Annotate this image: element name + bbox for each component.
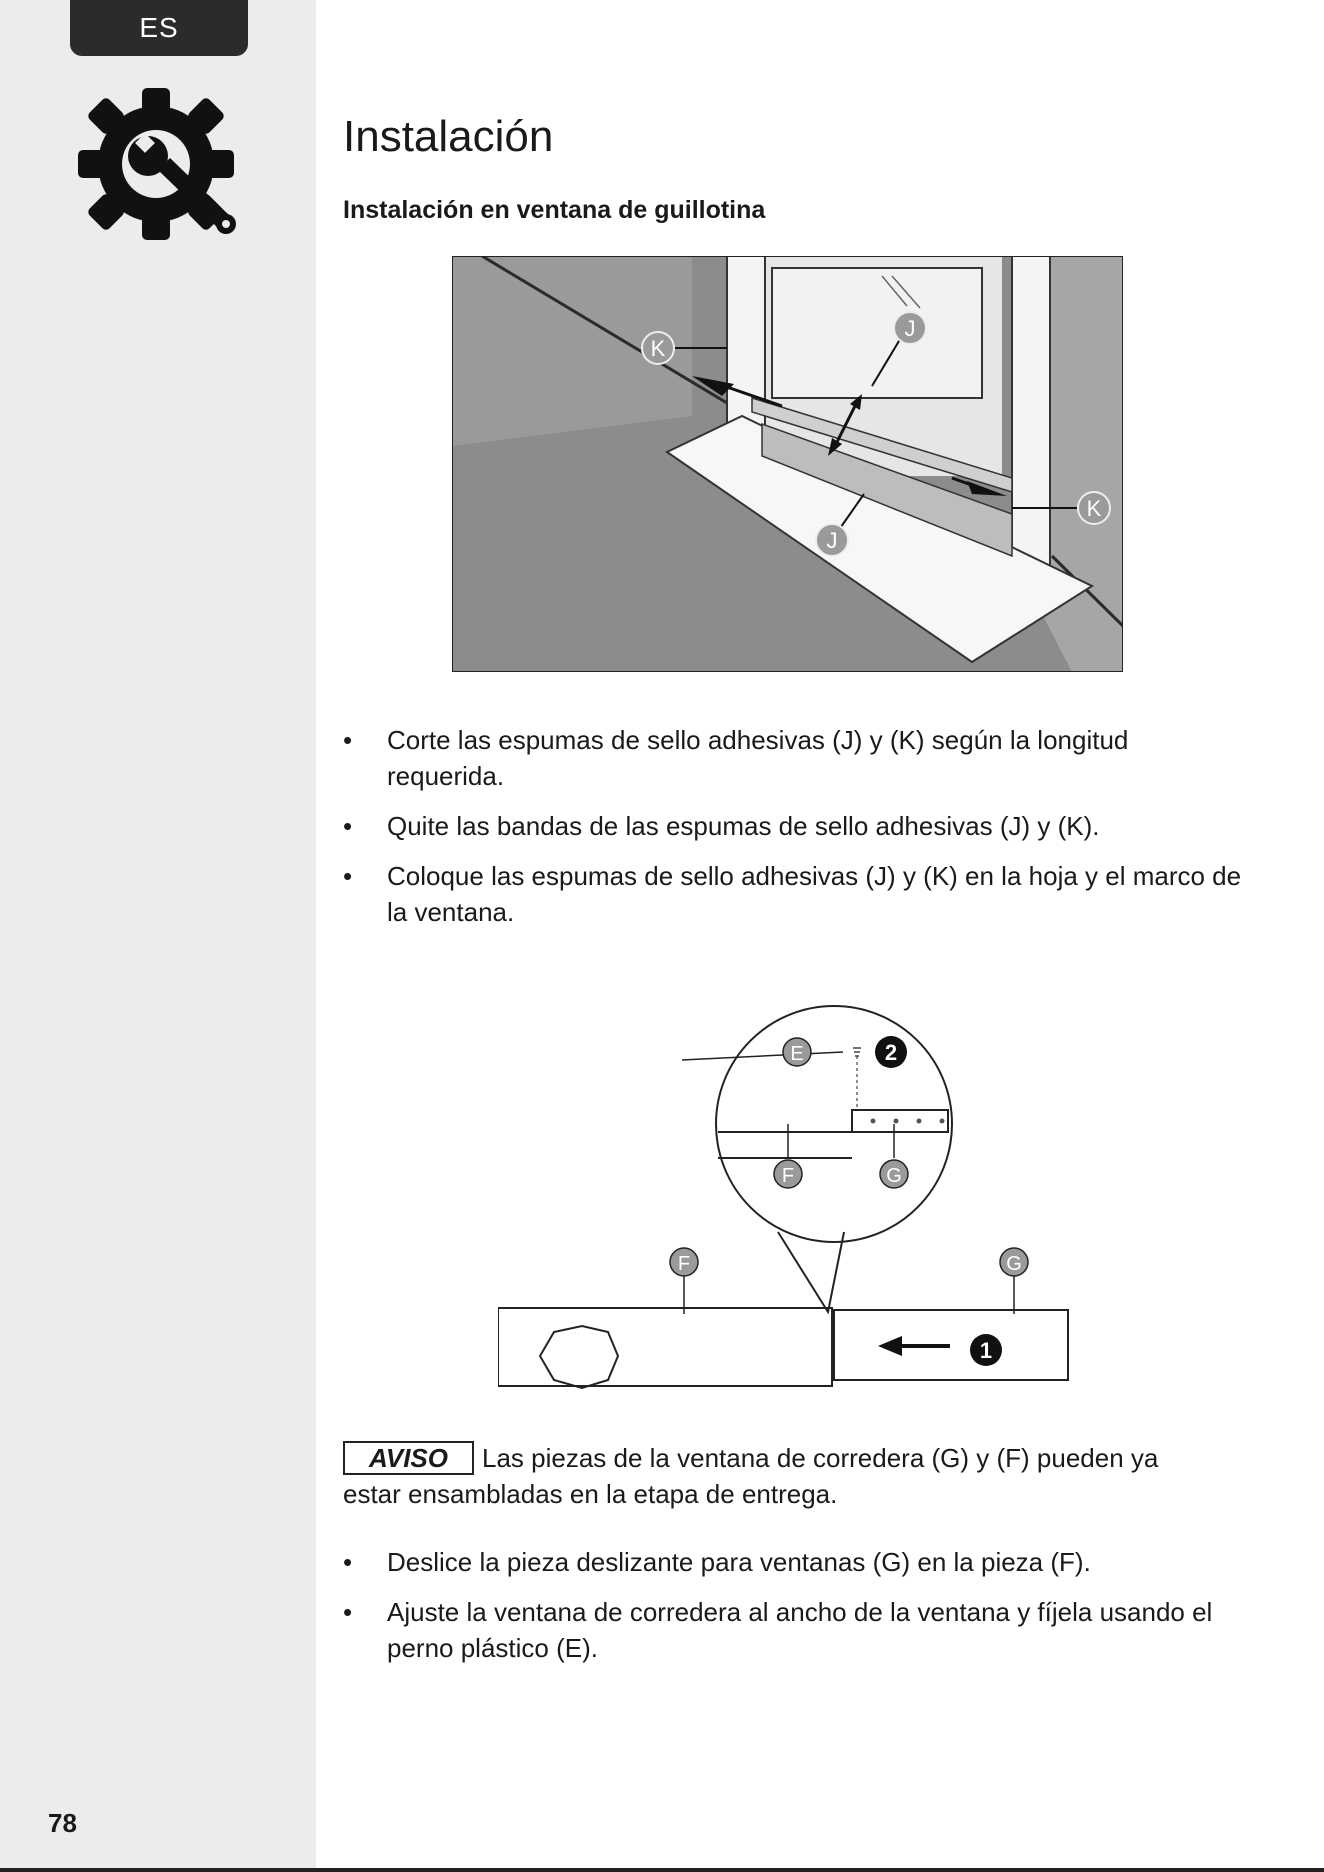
page-number: 78: [48, 1808, 77, 1838]
gear-wrench-icon: [72, 78, 248, 254]
sliding-panel-illustration: [498, 996, 1074, 1390]
instruction-list-2: [343, 1544, 1243, 1680]
notice-text: Las piezas de la ventana de corredera (G) y (F) pueden ya estar ensambladas en la etapa de entrega.: [343, 1443, 1159, 1509]
list-item: • Corte las espumas de sello adhesivas (J) y (K) según la longitud requerida.: [343, 722, 1243, 794]
page-title: Instalación: [343, 112, 554, 161]
step-2-label: 2: [884, 1040, 898, 1065]
label-j-bottom: J: [826, 528, 838, 553]
bottom-rule: [0, 1868, 1324, 1872]
step-1-label: 1: [979, 1338, 993, 1363]
label-j-top: J: [904, 316, 916, 341]
sash-window-illustration: [452, 256, 1123, 672]
label-e: E: [790, 1043, 804, 1065]
label-g: G: [1006, 1253, 1022, 1275]
label-f: F: [677, 1253, 691, 1275]
notice-label: AVISO: [343, 1441, 474, 1475]
language-tab: [70, 0, 248, 56]
instruction-list-1: [343, 722, 1243, 944]
list-item: • Coloque las espumas de sello adhesivas (J) y (K) en la hoja y el marco de la ventana.: [343, 858, 1243, 930]
section-subtitle: Instalación en ventana de guillotina: [343, 196, 766, 224]
label-k-right: K: [1086, 496, 1102, 521]
notice-paragraph: [343, 1440, 1223, 1512]
label-k-top: K: [650, 336, 666, 361]
sidebar: [0, 0, 316, 1868]
language-label: ES: [139, 12, 179, 43]
label-f-zoom: F: [781, 1165, 795, 1187]
label-g-zoom: G: [886, 1165, 902, 1187]
list-item: • Deslice la pieza deslizante para ventanas (G) en la pieza (F).: [343, 1544, 1243, 1580]
list-item: • Ajuste la ventana de corredera al ancho de la ventana y fíjela usando el perno plástico (E).: [343, 1594, 1243, 1666]
list-item: • Quite las bandas de las espumas de sello adhesivas (J) y (K).: [343, 808, 1243, 844]
